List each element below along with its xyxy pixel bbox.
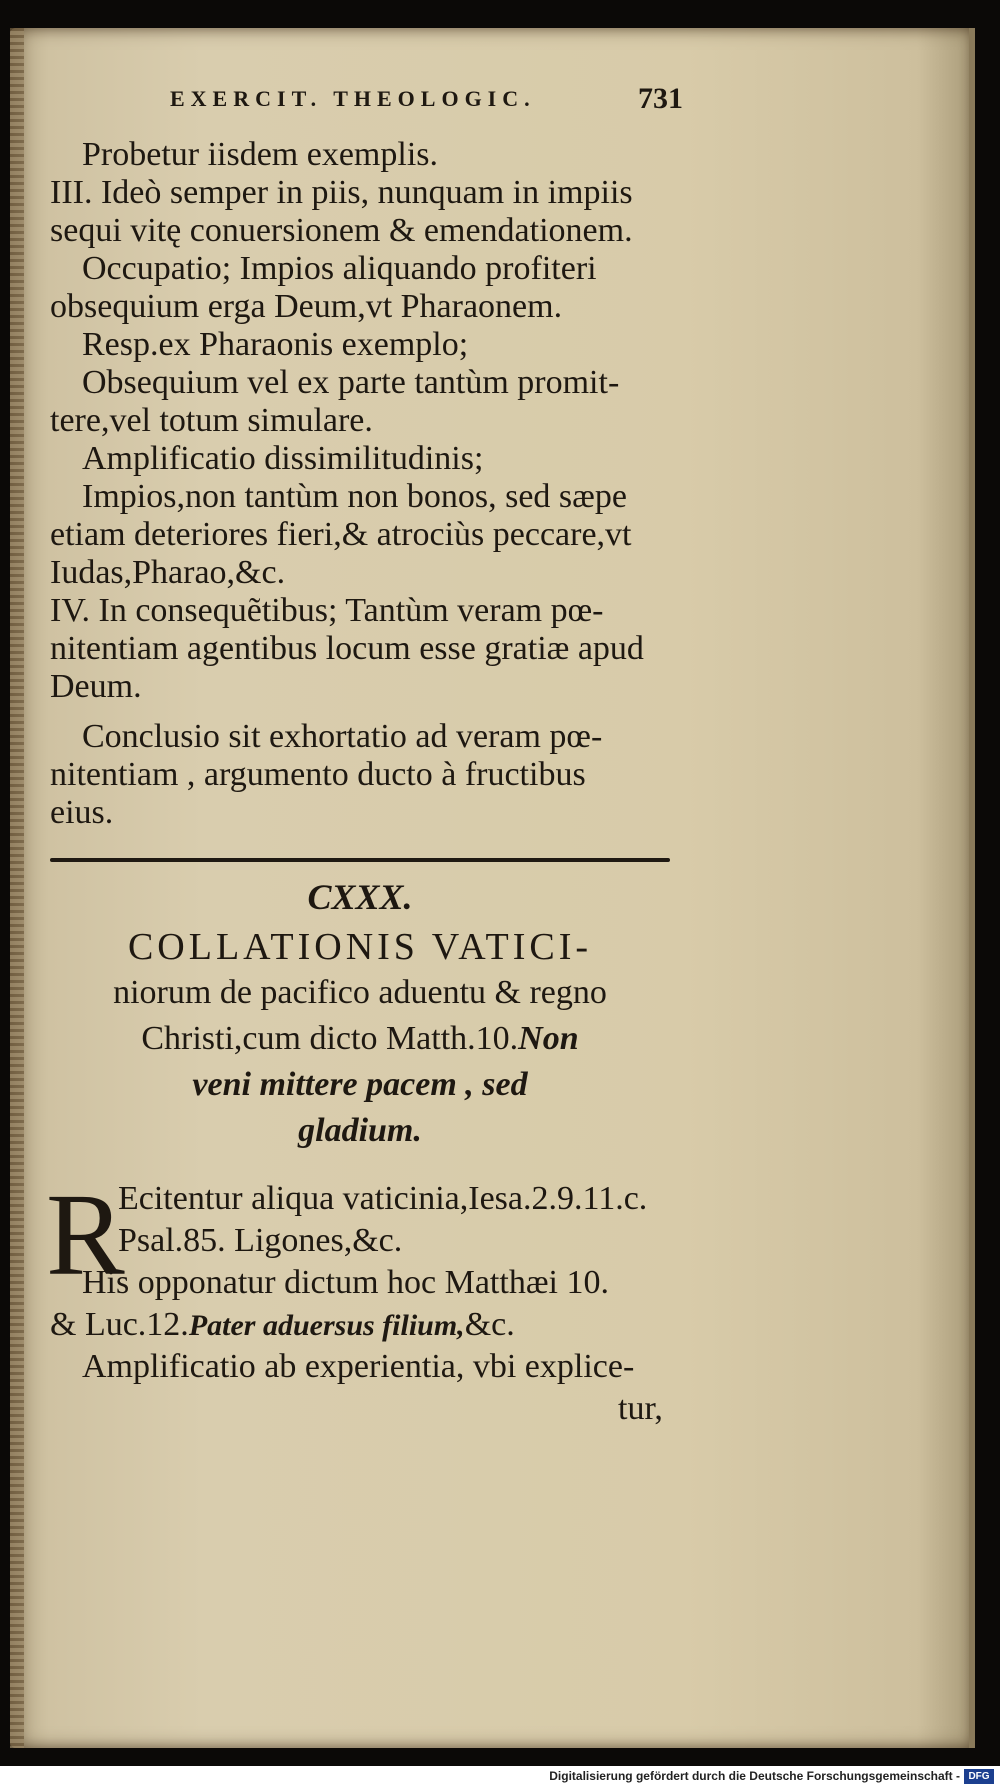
catchword: tur, bbox=[618, 1390, 663, 1427]
text-line: Iudas,Pharao,&c. bbox=[50, 554, 286, 591]
section-divider bbox=[50, 858, 670, 862]
text-span-italic: Pater aduersus filium, bbox=[188, 1309, 465, 1342]
text-line: IV. In consequẽtibus; Tantùm veram pœ- bbox=[50, 592, 604, 629]
text-line bbox=[50, 1306, 515, 1345]
section-title-line: gladium. bbox=[298, 1112, 422, 1149]
text-line: obsequium erga Deum,vt Pharaonem. bbox=[50, 288, 563, 325]
running-title: EXERCIT. THEOLOGIC. bbox=[170, 86, 536, 111]
page-number: 731 bbox=[638, 82, 683, 115]
text-line: Impios,non tantùm non bonos, sed sæpe bbox=[82, 478, 627, 515]
text-line: Occupatio; Impios aliquando profiteri bbox=[82, 250, 597, 287]
text-line: Amplificatio dissimilitudinis; bbox=[82, 440, 484, 477]
section-number: CXXX. bbox=[307, 877, 413, 917]
text-line: Obsequium vel ex parte tantùm promit- bbox=[82, 364, 620, 401]
text-line: nitentiam , argumento ducto à fructibus bbox=[50, 756, 586, 793]
text-line: His opponatur dictum hoc Matthæi 10. bbox=[82, 1264, 609, 1301]
text-line: Deum. bbox=[50, 668, 142, 705]
section-title-italic: Non bbox=[518, 1020, 579, 1057]
text-line: nitentiam agentibus locum esse gratiæ apud bbox=[50, 630, 644, 667]
section-title-line bbox=[50, 1020, 670, 1058]
section-title-line: COLLATIONIS VATICI- bbox=[127, 926, 593, 968]
page-right-edge bbox=[969, 28, 975, 1748]
section-title-text: Christi,cum dicto Matth.10. bbox=[141, 1020, 519, 1057]
text-line: etiam deteriores fieri,& atrociùs peccare,vt bbox=[50, 516, 632, 553]
drop-cap: R bbox=[46, 1169, 125, 1300]
text-line: Resp.ex Pharaonis exemplo; bbox=[82, 326, 469, 363]
text-line: III. Ideò semper in piis, nunquam in impiis bbox=[50, 174, 633, 211]
text-line: tere,vel totum simulare. bbox=[50, 402, 373, 439]
text-line: Psal.85. Ligones,&c. bbox=[118, 1222, 403, 1259]
text-span: &c. bbox=[464, 1306, 515, 1343]
section-title-line: veni mittere pacem , sed bbox=[192, 1066, 528, 1103]
digitization-footer bbox=[0, 1766, 1000, 1788]
text-line: sequi vitę conuersionem & emendationem. bbox=[50, 212, 633, 249]
dfg-logo-icon: DFG bbox=[964, 1769, 994, 1784]
footer-credit: Digitalisierung gefördert durch die Deutsche Forschungsgemeinschaft - bbox=[549, 1769, 960, 1783]
text-line: Amplificatio ab experientia, vbi explice- bbox=[82, 1348, 635, 1385]
page-stack-edge bbox=[10, 28, 24, 1748]
text-line: Conclusio sit exhortatio ad veram pœ- bbox=[82, 718, 603, 755]
book-page bbox=[10, 28, 975, 1748]
text-line: Ecitentur aliqua vaticinia,Iesa.2.9.11.c. bbox=[118, 1180, 648, 1217]
text-line: Probetur iisdem exemplis. bbox=[82, 136, 439, 173]
text-span: & Luc.12. bbox=[50, 1306, 189, 1343]
text-line: eius. bbox=[50, 794, 114, 831]
section-title-line: niorum de pacifico aduentu & regno bbox=[113, 974, 607, 1011]
